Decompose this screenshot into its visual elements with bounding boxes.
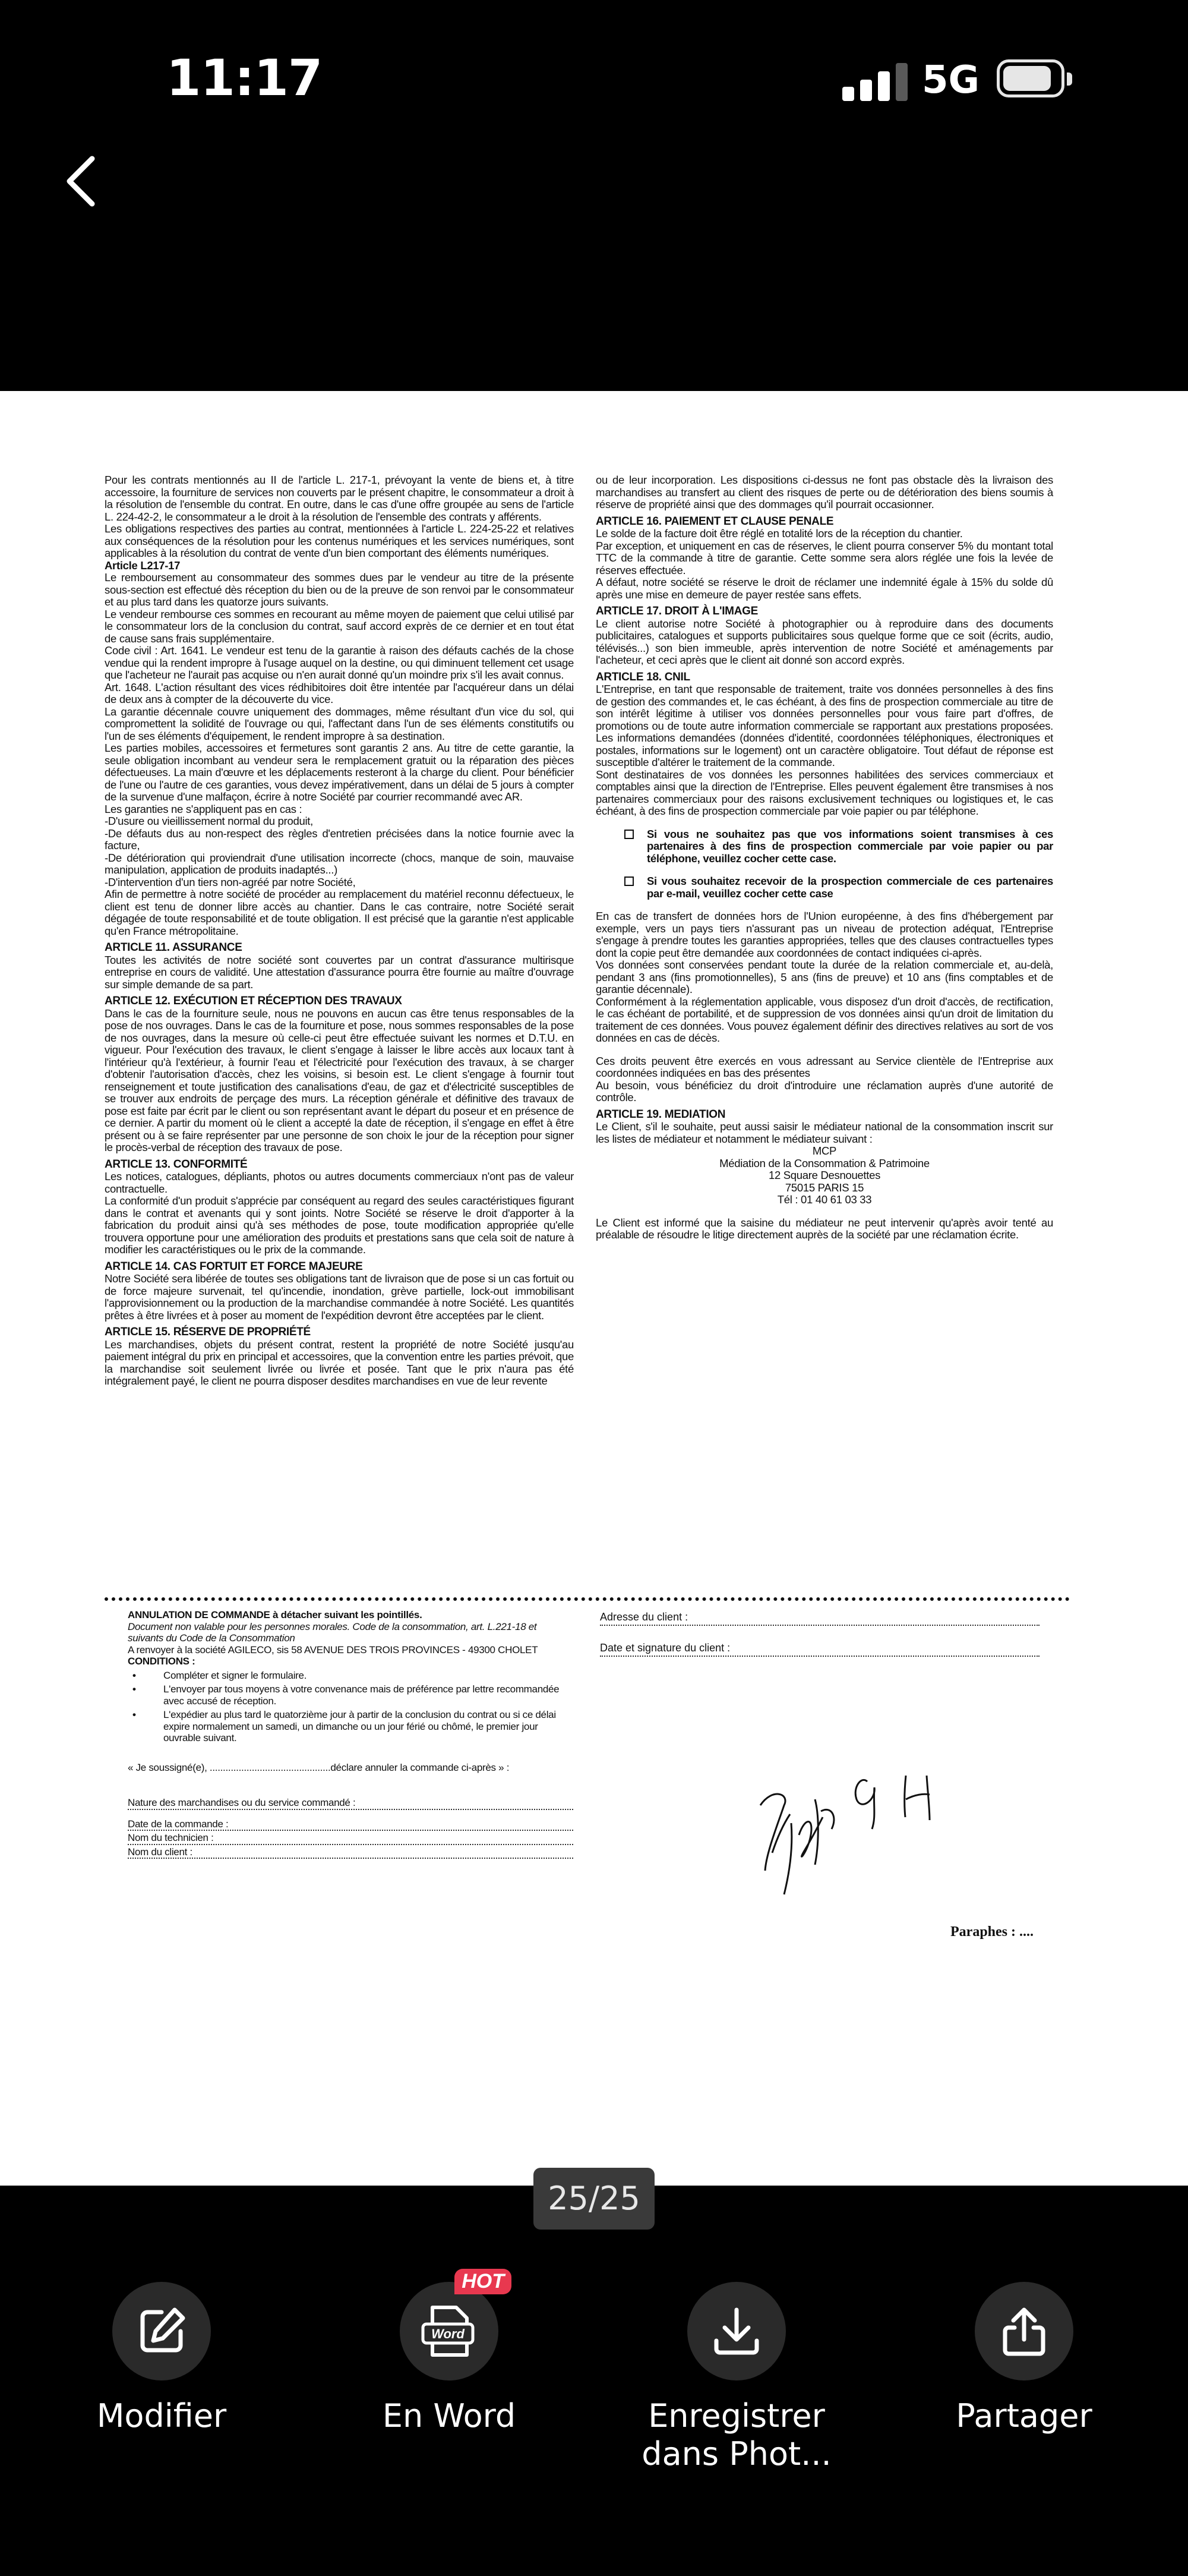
paragraph: Le solde de la facture doit être réglé en totalité lors de la réception du chantier. (596, 527, 963, 540)
article-heading: ARTICLE 12. EXÉCUTION ET RÉCEPTION DES TRAVAUX (105, 995, 402, 1007)
share-icon (997, 2304, 1051, 2359)
spacer (596, 1206, 1053, 1217)
paragraph: Les notices, catalogues, dépliants, photos ou autres documents commerciaux n'ont pas de valeur contractuelle. (105, 1170, 574, 1195)
paragraph: -D'intervention d'un tiers non-agréé par notre Société, (105, 875, 356, 888)
consent-label: Si vous souhaitez recevoir de la prospection commerciale de ces partenaires par e-mail, veuillez cocher cette case (647, 875, 1053, 900)
cancellation-title: ANNULATION DE COMMANDE à détacher suivant les pointillés. (128, 1609, 422, 1620)
paragraph: Art. 1648. L'action résultant des vices rédhibitoires doit être intentée par l'acquéreur dans un délai de deux ans à compter de la découverte du vice. (105, 680, 574, 705)
paragraph: Le Client, s'il le souhaite, peut aussi saisir le médiateur national de la consommation inscrit sur les listes de médiateur et notamment le médiateur suivant : (596, 1120, 1053, 1145)
consent-checkbox[interactable] (624, 830, 634, 839)
paragraph: Ces droits peuvent être exercés en vous adressant au Service clientèle de l'Entreprise aux coordonnées indiquées en bas des présentes (596, 1054, 1053, 1079)
network-type: 5G (922, 58, 980, 102)
paragraph: Les garanties ne s'appliquent pas en cas : (105, 802, 302, 815)
paragraph: -D'usure ou vieillissement normal du produit, (105, 815, 313, 827)
article-subheading: Article L217-17 (105, 559, 181, 572)
declaration-line: « Je soussigné(e), ..............................................déclare annuler la commande ci-après » : (128, 1761, 510, 1773)
spacer (596, 900, 1053, 910)
paragraph: La garantie décennale couvre uniquement des dommages, même résultant d'un vice du sol, qui compromettent la solidité de l'ouvrage ou qui, l'affectant dans l'un de ses éléments constitutifs ou l'un de ses éléments d'équipement, le rendent impropre à sa destination. (105, 705, 574, 742)
mediator-line: 12 Square Desnouettes (768, 1169, 881, 1181)
share-label: Partager (956, 2397, 1092, 2435)
condition-item: • L'envoyer par tous moyens à votre convenance mais de préférence par lettre recommandée avec accusé de réception. (163, 1683, 573, 1707)
consent-option (624, 828, 1053, 865)
paragraph: Les parties mobiles, accessoires et fermetures sont garantis 2 ans. Au titre de cette garantie, la seule obligation incombant au vendeur sera le remplacement gratuit ou la réparation des pièces défectueuses. La main d'œuvre et les déplacements resteront à la charge du client. Pour bénéficier de l'une ou l'autre de ces garanties, vous devez impérativement, dans un délai de 5 jours à compter de la survenue d'une malfaçon, écrire à notre Société par courrier recommandé avec AR. (105, 742, 574, 803)
modify-button-circle[interactable] (112, 2282, 211, 2380)
action-bar (0, 2234, 1188, 2576)
paragraph: L'Entreprise, en tant que responsable de traitement, traite vos données personnelles à des fins de gestion des commandes et, le cas échéant, à des fins de prospection commerciale au titre de son intérêt légitime à utiliser vos données personnelles pour vous faire part d'offres, de promotions ou de toute autre information commerciale se rapportant aux prestations proposées. Les informations demandées (données d'identité, coordonnées téléphoniques, électroniques et postales, informations sur le logement) ont un caractère obligatoire. Tout défaut de réponse est susceptible d'altérer le traitement de la commande. (596, 683, 1053, 768)
back-chevron-icon[interactable] (56, 152, 110, 211)
mediator-line: Tél : 01 40 61 03 33 (777, 1193, 872, 1206)
paragraph: Vos données sont conservées pendant toute la durée de la relation commerciale et, au-delà, pendant 3 ans (fins promotionnelles), 5 ans (fins de preuve) et 10 ans (fins comptables et de garantie décennale). (596, 958, 1053, 995)
client-block (600, 1610, 1040, 1672)
save-to-photos-button[interactable] (618, 2282, 855, 2473)
paragraph: La conformité d'un produit s'apprécie par conséquent au regard des seules caractéristiques figurant dans le contrat et avenants qui y sont joints. Notre Société se réserve le droit d'apporter à la fabrication du produit ainsi qu'à ses méthodes de pose, toute modification appropriée qu'elle trouvera opportune pour une amélioration des produits et prestations sans que cela soit de nature à modifier les caractéristiques ou le prix de la commande. (105, 1194, 574, 1256)
paragraph: Le client autorise notre Société à photographier ou à reproduire dans des documents publicitaires, catalogues et supports publicitaires sous quelque forme que ce soit (écrits, audio, télévisés...) son bien immeuble, après intervention de notre Société et aménagements par l'acheteur, et ceci après que le client ait donné son accord exprès. (596, 617, 1053, 666)
article-heading: ARTICLE 18. CNIL (596, 670, 690, 683)
paragraph: Conformément à la réglementation applicable, vous disposez d'un droit d'accès, de rectification, le cas échéant de portabilité, et de suppression de vos données ainsi qu'un droit de limitation du traitement de ces données. Vous pouvez également définir des directives relatives au sort de vos données en cas de décès. (596, 995, 1053, 1044)
modify-button[interactable] (43, 2282, 280, 2435)
consent-label: Si vous ne souhaitez pas que vos informations soient transmises à ces partenaires à des fins de prospection commerciale par voie papier ou par téléphone, veuillez cocher cette case. (647, 827, 1053, 865)
modify-label: Modifier (96, 2397, 227, 2435)
spacer (596, 1045, 1053, 1055)
download-icon (709, 2304, 764, 2359)
conditions-label: CONDITIONS : (128, 1656, 195, 1667)
mediator-line: Médiation de la Consommation & Patrimoine (719, 1156, 930, 1169)
page-indicator: 25/25 (533, 2168, 655, 2230)
paragraph: Code civil : Art. 1641. Le vendeur est tenu de la garantie à raison des défauts cachés de la chose vendue qui la rendent impropre à l'usage auquel on la destine, ou qui diminuent tellement cet usage que l'acheteur ne l'aurait pas acquise ou n'en aurait donné qu'un moindre prix s'il les avait connus. (105, 644, 574, 681)
to-word-label: En Word (382, 2397, 516, 2435)
document-right-column (596, 474, 1053, 1241)
to-word-button-circle[interactable] (400, 2270, 504, 2380)
paragraph: Sont destinataires de vos données les personnes habilitées des services commerciaux et comptables ainsi que la direction de l'Entreprise. Elles peuvent également être transmises à nos partenaires commerciaux pour des raisons exclusivement techniques ou logistiques et, le cas échéant, à des fins de prospection commerciale par voie papier ou par téléphone. (596, 768, 1053, 817)
save-button-circle[interactable] (687, 2282, 786, 2380)
word-icon-text: Word (431, 2326, 465, 2341)
consent-checkbox[interactable] (624, 876, 634, 886)
field-technician: Nom du technicien : (128, 1832, 573, 1845)
initials-label: Paraphes : .... (950, 1924, 1034, 1940)
paragraph: Par exception, et uniquement en cas de réserves, le client pourra conserver 5% du montant total TTC de la commande à titre de garantie. Cette somme sera alors réglée une fois la levée de réserves effectuée. (596, 539, 1053, 576)
article-heading: ARTICLE 14. CAS FORTUIT ET FORCE MAJEURE (105, 1260, 363, 1273)
status-bar (0, 0, 1188, 149)
document-page (0, 391, 1188, 2186)
paragraph: Les marchandises, objets du présent contrat, restent la propriété de notre Société jusqu'au paiement intégral du prix en principal et accessoires, que la convention entre les parties prévoit, que la marchandise soit seulement livrée ou livrée et posée. Tant que le prix n'aura pas été intégralement payé, le client ne pourra disposer desdites marchandises en vue de leur revente (105, 1338, 574, 1387)
paragraph: Le Client est informé que la saisine du médiateur ne peut intervenir qu'après avoir tenté au préalable de résoudre le litige directement auprès de la société par une réclamation écrite. (596, 1216, 1053, 1241)
paragraph: Afin de permettre à notre société de procéder au remplacement du matériel reconnu défectueux, le client est tenu de donner libre accès au chantier. Dans le cas contraire, notre Société serait dégagée de toute responsabilité et de toute obligation. Il est précisé que la garantie n'est applicable qu'en France métropolitaine. (105, 888, 574, 937)
handwritten-signature (748, 1752, 1057, 1906)
mediator-line: 75015 PARIS 15 (785, 1181, 864, 1194)
to-word-button[interactable] (330, 2270, 568, 2435)
cellular-signal-icon (842, 63, 908, 101)
paragraph: A défaut, notre société se réserve le droit de réclamer une indemnité égale à 15% du solde dû après une mise en demeure de payer restée sans effets. (596, 576, 1053, 601)
article-heading: ARTICLE 16. PAIEMENT ET CLAUSE PENALE (596, 515, 834, 528)
consent-option (624, 875, 1053, 900)
condition-item: • Compléter et signer le formulaire. (163, 1670, 573, 1682)
word-icon (419, 2301, 479, 2361)
article-heading: ARTICLE 11. ASSURANCE (105, 941, 242, 954)
mediator-line: MCP (812, 1144, 837, 1157)
article-heading: ARTICLE 13. CONFORMITÉ (105, 1158, 248, 1171)
paragraph: Dans le cas de la fourniture seule, nous ne pouvons en aucun cas être tenus responsables de la pose de nos ouvrages. Dans le cas de la fourniture et pose, nous sommes responsables de la pose de nos ouvrages, dans la mesure où celle-ci peut être effectuée suivant les normes et D.T.U. en vigueur. Pour l'exécution des travaux, le client s'engage à laisser le libre accès aux locaux tant à l'intérieur qu'à l'extérieur, à fournir l'eau et l'électricité pour l'exécution des travaux, à se charger d'obtenir l'autorisation d'accès, chez les voisins, si besoin est. Le client s'engage à fournir tout renseignement et toute justification des canalisations d'eau, de gaz et d'électricité susceptibles de se trouver aux endroits de perçage des murs. La réception générale et définitive des travaux de pose est faite par écrit par le client ou son représentant avant le départ du poseur et en présence de ce dernier. A partir du moment où le client a accepté la date de réception, il s'engage en effet à être présent ou à se faire représenter par une personne de son choix le jour de la réception pour signer le procès-verbal de réception des travaux de pose. (105, 1007, 574, 1153)
share-button-circle[interactable] (975, 2282, 1073, 2380)
paragraph: Notre Société sera libérée de toutes ses obligations tant de livraison que de pose si un cas fortuit ou de force majeure survenait, tel qu'incendie, inondation, grève partielle, lock-out immobilisant l'approvisionnement ou la production de la marchandise commandée à notre Société. Les quantités prêtes à être livrées et à poser au moment de l'expédition devront être acceptées par le client. (105, 1272, 574, 1322)
detach-line (105, 1597, 1070, 1601)
paragraph: En cas de transfert de données hors de l'Union européenne, à des fins d'hébergement par exemple, vers un pays tiers n'assurant pas un niveau de protection adéquat, l'Entreprise s'engage à prendre toutes les garanties appropriées, telles que des clauses contractuelles types dont la copie peut être demandée aux coordonnées de contact indiquées ci-après. (596, 910, 1053, 959)
edit-icon (134, 2304, 189, 2359)
cancellation-address: A renvoyer à la société AGILECO, sis 58 AVENUE DES TROIS PROVINCES - 49300 CHOLET (128, 1644, 538, 1656)
battery-icon (997, 59, 1064, 97)
field-order-date: Date de la commande : (128, 1811, 573, 1831)
hot-badge: HOT (454, 2269, 511, 2294)
paragraph: -De détérioration qui proviendrait d'une utilisation incorrecte (chocs, manque de soin, mauvaise manipulation, application de produits inadaptés...) (105, 851, 574, 876)
client-address-label: Adresse du client : (600, 1610, 1040, 1626)
conditions-list (163, 1670, 573, 1744)
paragraph: Le remboursement au consommateur des sommes dues par le vendeur au titre de la présente sous-section est effectué dès réception du bien ou de la preuve de son renvoi par le consommateur et au plus tard dans les quatorze jours suivants. (105, 571, 574, 608)
paragraph: ou de leur incorporation. Les dispositions ci-dessus ne font pas obstacle dès la livraison des marchandises au transfert au client des risques de perte ou de détérioration des biens soumis à réserve de propriété ainsi que des dommages qu'il pourrait occasionner. (596, 474, 1053, 510)
paragraph: Pour les contrats mentionnés au II de l'article L. 217-1, prévoyant la vente de biens et, à titre accessoire, la fourniture de services non couverts par le présent chapitre, le consommateur a droit à la résolution de l'ensemble du contrat. En outre, dans le cas d'une offre groupée au sens de l'article L. 224-42-2, le consommateur a le droit à la résolution de l'ensemble des contrats y afférents. (105, 474, 574, 523)
save-label: Enregistrer dans Phot... (642, 2397, 832, 2473)
article-heading: ARTICLE 17. DROIT À L'IMAGE (596, 605, 758, 617)
paragraph: Le vendeur rembourse ces sommes en recourant au même moyen de paiement que celui utilisé par le consommateur lors de la conclusion du contrat, sauf accord exprès de ce dernier et en tout état de cause sans frais supplémentaire. (105, 607, 574, 645)
article-heading: ARTICLE 15. RÉSERVE DE PROPRIÉTÉ (105, 1326, 311, 1338)
cancellation-form (128, 1609, 573, 1860)
field-goods: Nature des marchandises ou du service commandé : (128, 1786, 573, 1810)
condition-item: • L'expédier au plus tard le quatorzième jour à partir de la conclusion du contrat ou si ce délai expire normalement un samedi, un dimanche ou un jour férié ou chômé, le premier jour ouvrable suivant. (163, 1709, 573, 1744)
paragraph: Au besoin, vous bénéficiez du droit d'introduire une réclamation auprès d'une autorité de contrôle. (596, 1079, 1053, 1103)
field-client-name: Nom du client : (128, 1846, 573, 1859)
paragraph: -De défauts dus au non-respect des règles d'entretien précisées dans la notice fournie avec la facture, (105, 827, 574, 852)
document-left-column (105, 474, 574, 1388)
status-time: 11:17 (166, 49, 323, 107)
paragraph: Toutes les activités de notre société sont couvertes par un contrat d'assurance multirisque entreprise en cours de validité. Une attestation d'assurance pourra être fournie au maître d'ouvrage sur simple demande de sa part. (105, 953, 574, 991)
share-button[interactable] (905, 2282, 1143, 2435)
cancellation-fields (128, 1786, 573, 1859)
cancellation-note: Document non valable pour les personnes morales. Code de la consommation, art. L.221-18 et suivants du Code de la Consommation (128, 1620, 537, 1644)
article-heading: ARTICLE 19. MEDIATION (596, 1108, 726, 1121)
paragraph: Les obligations respectives des parties au contrat, mentionnées à l'article L. 224-25-22 et relatives aux conséquences de la résolution pour les contenus numériques et les services numériques, sont applicables à la résolution du contrat de vente d'un bien comportant des éléments numériques. (105, 522, 574, 559)
client-date-signature-label: Date et signature du client : (600, 1641, 1040, 1657)
